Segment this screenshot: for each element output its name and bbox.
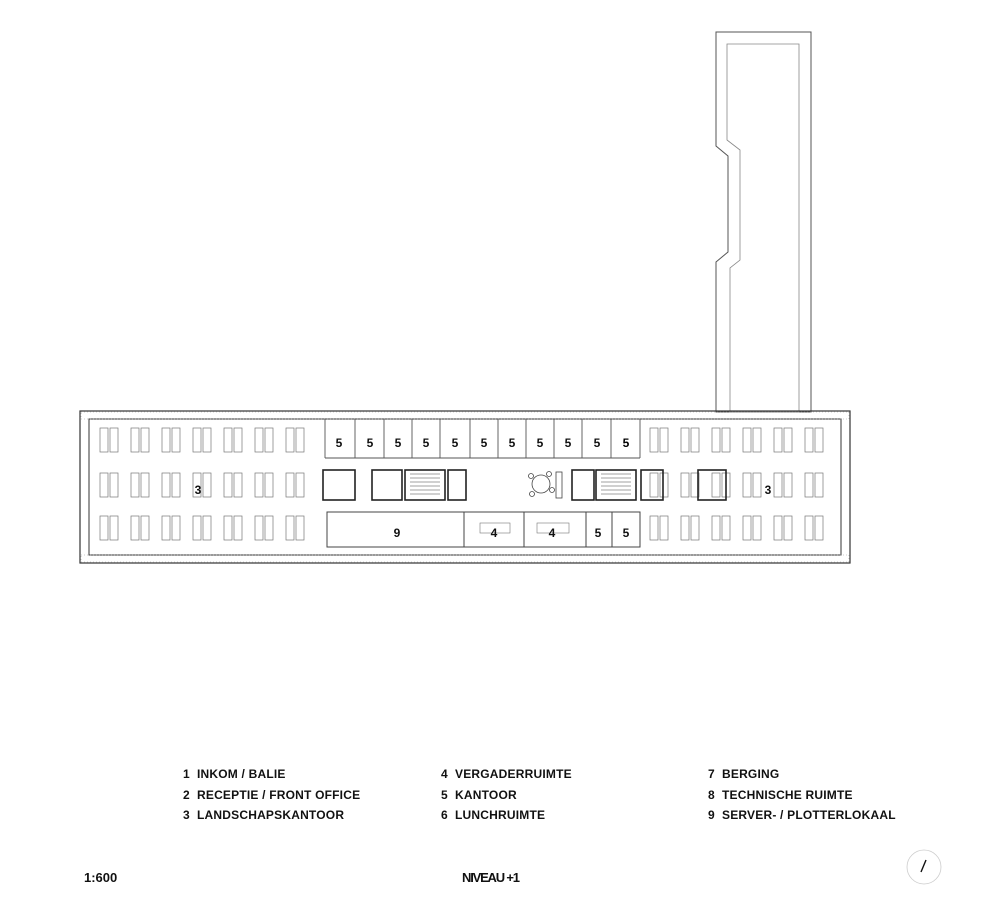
legend-item: 4 VERGADERRUIMTE — [441, 767, 572, 781]
legend-column-1 — [183, 764, 360, 826]
desk — [660, 428, 668, 452]
lunch-furniture — [529, 472, 563, 499]
desk — [296, 516, 304, 540]
desk — [203, 516, 211, 540]
legend-label: SERVER- / PLOTTERLOKAAL — [722, 808, 896, 822]
desk — [265, 473, 273, 497]
legend-item: 2 RECEPTIE / FRONT OFFICE — [183, 787, 361, 802]
legend-item: 3 LANDSCHAPSKANTOOR — [183, 808, 345, 822]
desk — [722, 516, 730, 540]
desk — [650, 516, 658, 540]
desk — [815, 516, 823, 540]
room-label-5-n11: 5 — [622, 436, 630, 450]
desk — [110, 516, 118, 540]
desk — [650, 428, 658, 452]
desk — [172, 516, 180, 540]
desk — [110, 428, 118, 452]
room-label-3-west: 3 — [194, 483, 202, 497]
desk — [691, 516, 699, 540]
room-labels — [195, 436, 772, 540]
desk — [234, 516, 242, 540]
desk — [131, 428, 139, 452]
desk — [265, 516, 273, 540]
desk — [131, 516, 139, 540]
desk — [162, 516, 170, 540]
desk — [681, 516, 689, 540]
legend-label: LUNCHRUIMTE — [455, 808, 546, 822]
desk — [784, 473, 792, 497]
room-label-5-n7: 5 — [508, 436, 516, 450]
room-label-5-n4: 5 — [422, 436, 430, 450]
room-label-5-n9: 5 — [564, 436, 572, 450]
desk — [691, 428, 699, 452]
legend-column-3 — [708, 764, 896, 826]
desk — [255, 516, 263, 540]
desk — [224, 516, 232, 540]
desk — [255, 428, 263, 452]
desk — [224, 473, 232, 497]
desk — [784, 516, 792, 540]
room-label-5-n8: 5 — [536, 436, 544, 450]
desk — [203, 428, 211, 452]
south-rooms — [327, 512, 640, 547]
legend-item: 5 KANTOOR — [441, 787, 517, 802]
desk — [815, 428, 823, 452]
legend-item: 1 INKOM / BALIE — [183, 767, 286, 781]
desk — [100, 428, 108, 452]
desk — [193, 516, 201, 540]
desk — [131, 473, 139, 497]
desk — [141, 473, 149, 497]
desk — [162, 473, 170, 497]
legend-label: BERGING — [722, 767, 780, 781]
desk — [100, 473, 108, 497]
desk — [110, 473, 118, 497]
desk — [753, 516, 761, 540]
desk — [743, 516, 751, 540]
desk — [712, 516, 720, 540]
desk — [141, 428, 149, 452]
room-label-5-n2: 5 — [366, 436, 374, 450]
desk — [286, 428, 294, 452]
desk-layout — [100, 428, 823, 540]
desk — [234, 473, 242, 497]
desk — [660, 473, 668, 497]
desk — [265, 428, 273, 452]
north-wing — [716, 32, 811, 412]
desk — [743, 428, 751, 452]
desk — [712, 473, 720, 497]
desk — [805, 516, 813, 540]
legend-item: 7 BERGING — [708, 767, 780, 781]
room-label-3-east: 3 — [764, 483, 772, 497]
desk — [286, 473, 294, 497]
desk — [650, 473, 658, 497]
core — [323, 470, 726, 500]
desk — [172, 473, 180, 497]
room-label-5-n1: 5 — [335, 436, 343, 450]
desk — [784, 428, 792, 452]
room-label-5-n5: 5 — [451, 436, 459, 450]
legend-item: 9 SERVER- / PLOTTERLOKAAL — [708, 808, 896, 822]
desk — [712, 428, 720, 452]
room-label-5-n3: 5 — [394, 436, 402, 450]
level-label: NIVEAU +1 — [462, 870, 519, 885]
desk — [774, 428, 782, 452]
desk — [753, 473, 761, 497]
desk — [141, 516, 149, 540]
legend-item: 6 LUNCHRUIMTE — [441, 808, 546, 822]
legend-label: VERGADERRUIMTE — [455, 767, 572, 781]
desk — [774, 516, 782, 540]
desk — [722, 428, 730, 452]
desk — [815, 473, 823, 497]
desk — [660, 516, 668, 540]
desk — [286, 516, 294, 540]
legend-label: LANDSCHAPSKANTOOR — [197, 808, 345, 822]
desk — [296, 473, 304, 497]
desk — [224, 428, 232, 452]
room-label-4-a: 4 — [490, 526, 498, 540]
room-label-5-n10: 5 — [593, 436, 601, 450]
desk — [234, 428, 242, 452]
desk — [805, 428, 813, 452]
room-label-9: 9 — [393, 526, 401, 540]
room-label-5-n6: 5 — [480, 436, 488, 450]
desk — [743, 473, 751, 497]
legend-label: RECEPTIE / FRONT OFFICE — [197, 787, 361, 802]
room-label-5-s2: 5 — [622, 526, 630, 540]
north-arrow-icon — [905, 848, 943, 886]
desk — [172, 428, 180, 452]
desk — [805, 473, 813, 497]
stair-treads — [410, 474, 631, 494]
legend-label: TECHNISCHE RUIMTE — [722, 787, 853, 802]
room-label-5-s1: 5 — [594, 526, 602, 540]
legend-column-2 — [441, 764, 572, 826]
desk — [753, 428, 761, 452]
room-label-4-b: 4 — [548, 526, 556, 540]
desk — [681, 428, 689, 452]
legend-label: KANTOOR — [455, 787, 517, 802]
desk — [296, 428, 304, 452]
desk — [681, 473, 689, 497]
desk — [162, 428, 170, 452]
desk — [100, 516, 108, 540]
desk — [774, 473, 782, 497]
desk — [203, 473, 211, 497]
desk — [255, 473, 263, 497]
legend-label: INKOM / BALIE — [197, 767, 286, 781]
desk — [193, 428, 201, 452]
legend-item: 8 TECHNISCHE RUIMTE — [708, 787, 853, 802]
scale-label: 1:600 — [84, 870, 118, 885]
